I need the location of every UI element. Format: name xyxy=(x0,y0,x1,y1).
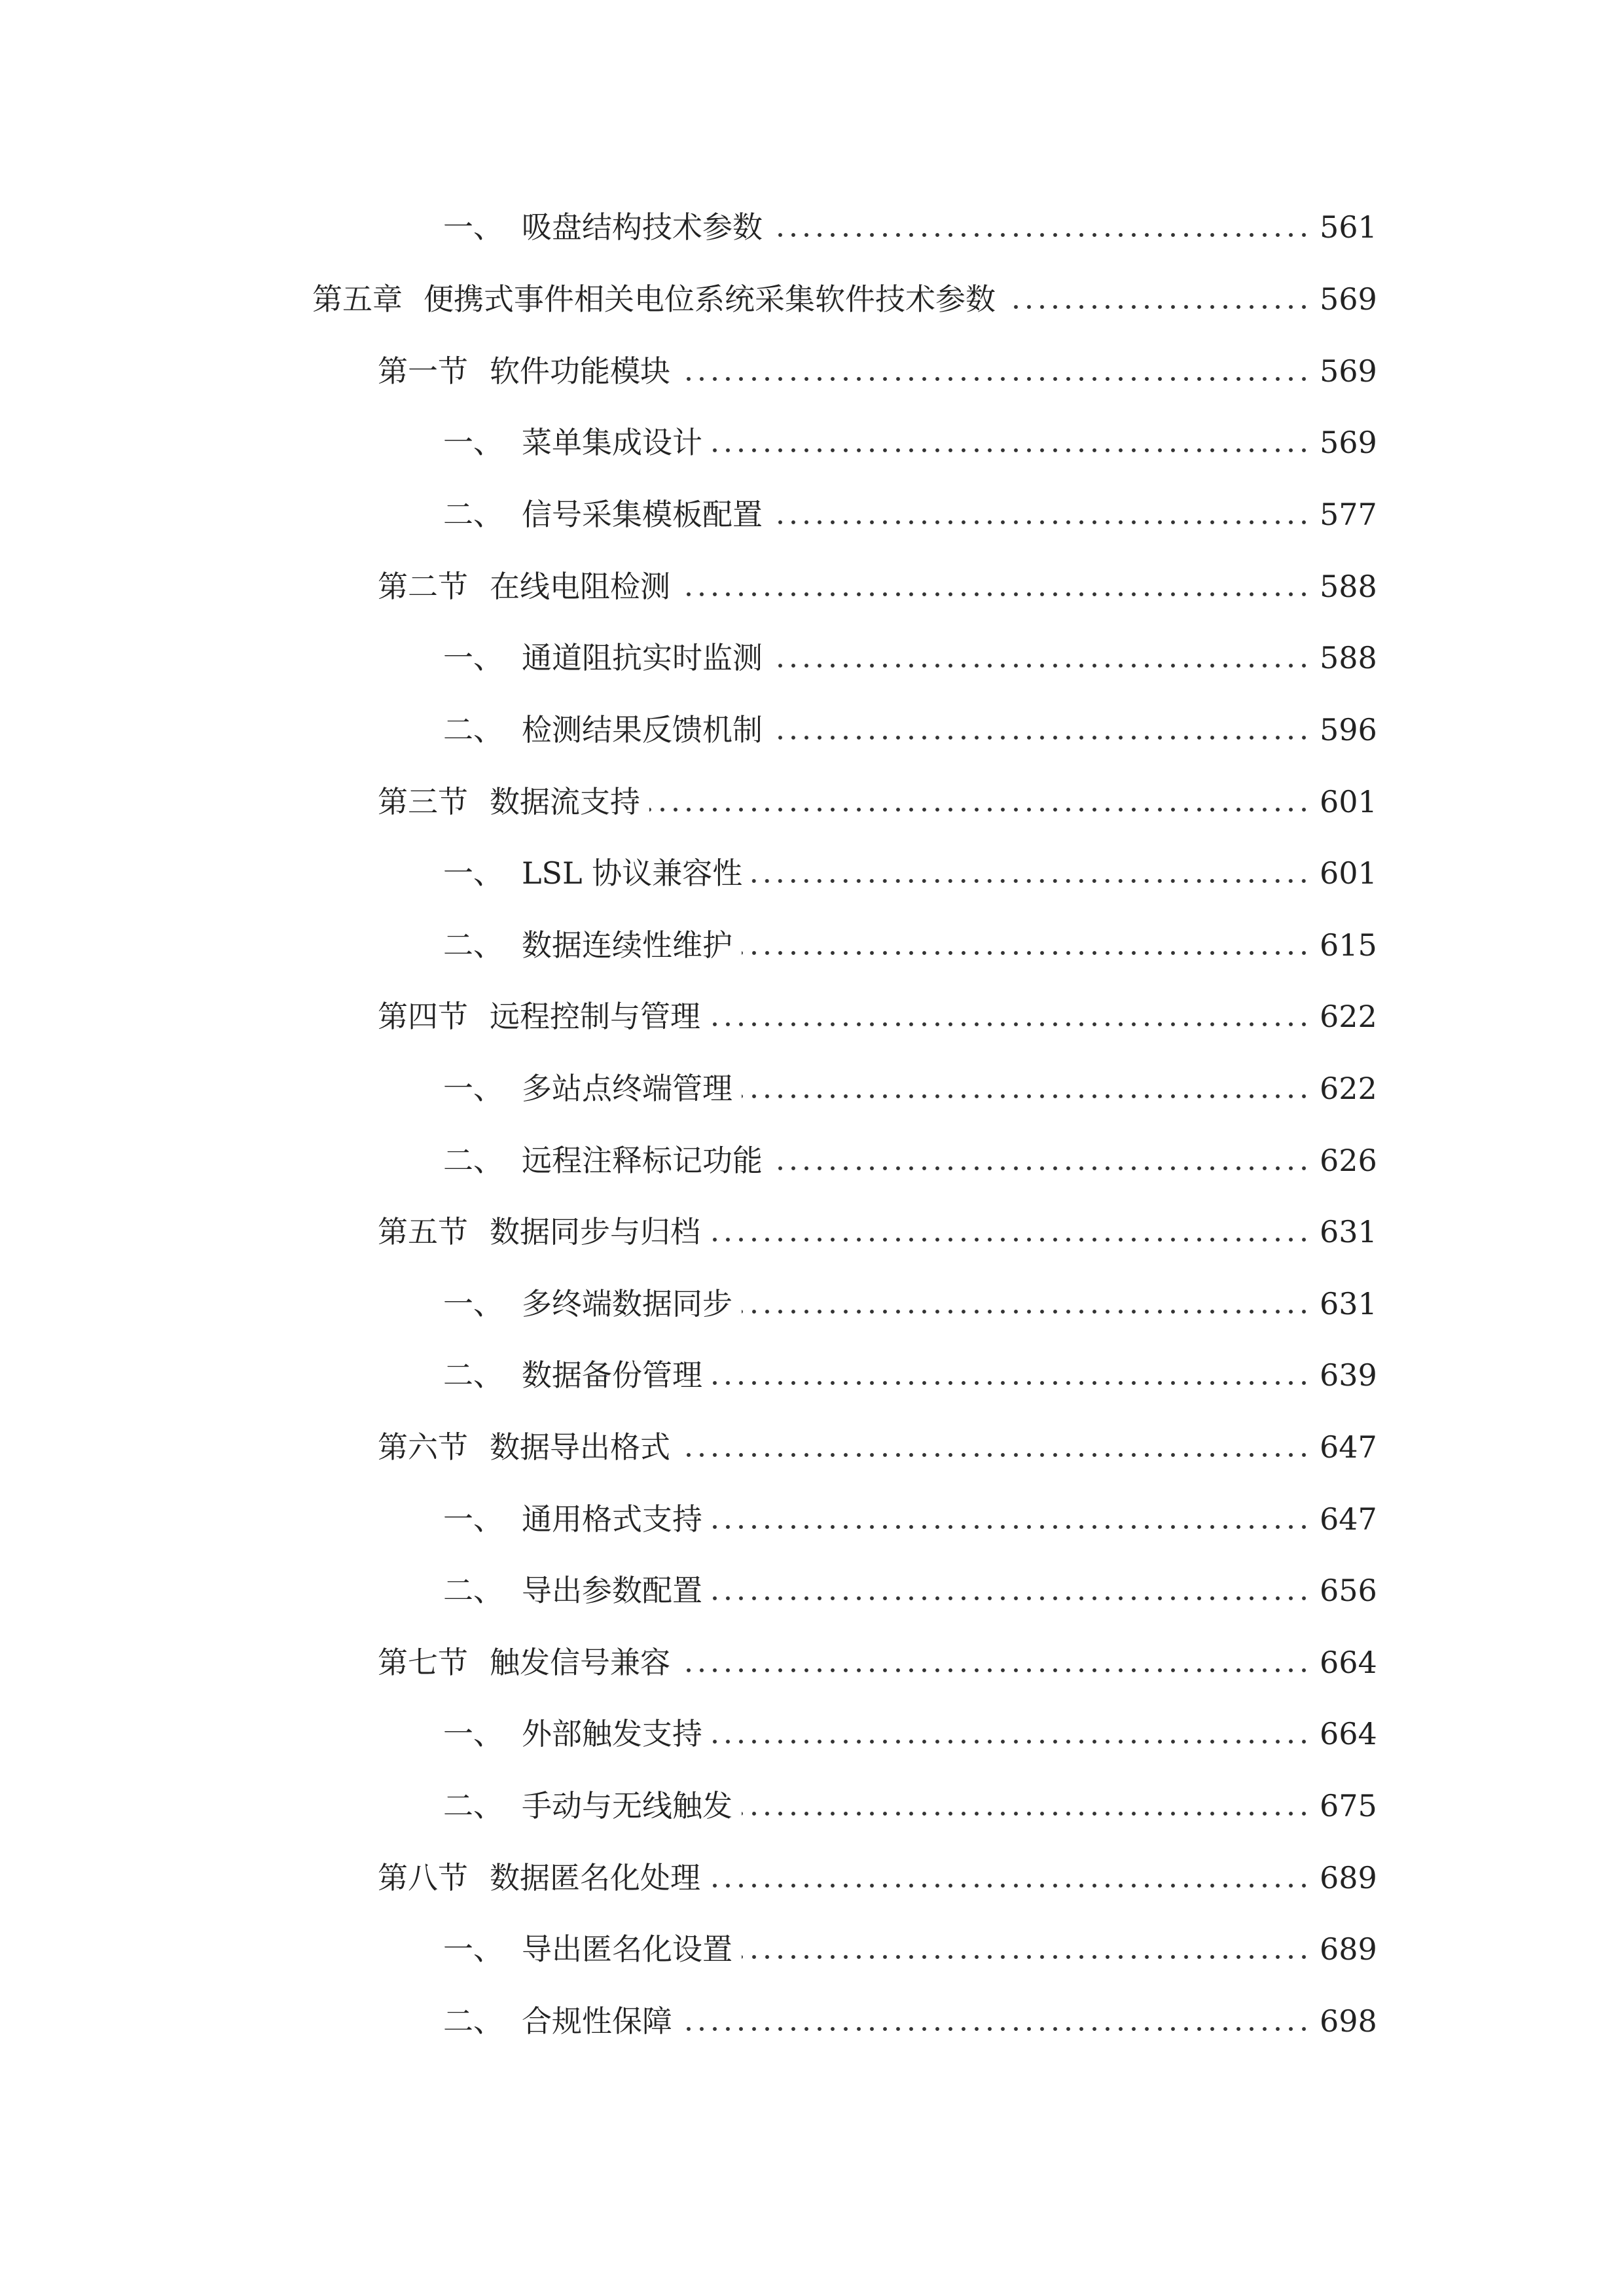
dot-leader xyxy=(772,734,1310,741)
entry-number: 二、 xyxy=(443,497,503,532)
entry-page-number: 615 xyxy=(1320,927,1377,963)
entry-title: 手动与无线触发 xyxy=(522,1788,732,1823)
dot-leader xyxy=(742,1810,1310,1817)
entry-title: 数据匿名化处理 xyxy=(490,1860,700,1895)
entry-number: 一、 xyxy=(443,1716,503,1751)
entry-number: 第四节 xyxy=(378,999,468,1034)
toc-entry[interactable] xyxy=(443,1051,1377,1106)
entry-title: 检测结果反馈机制 xyxy=(522,712,763,747)
dot-leader xyxy=(772,1165,1310,1172)
entry-page-number: 569 xyxy=(1320,353,1377,389)
dot-leader xyxy=(712,1738,1310,1745)
toc-entry[interactable] xyxy=(312,262,1377,317)
toc-entry[interactable] xyxy=(443,1482,1377,1537)
entry-page-number: 626 xyxy=(1320,1143,1377,1178)
entry-page-number: 588 xyxy=(1320,640,1377,675)
dot-leader xyxy=(772,519,1310,526)
toc-entry[interactable] xyxy=(378,1194,1377,1249)
entry-page-number: 689 xyxy=(1320,1860,1377,1895)
entry-page-number: 569 xyxy=(1320,281,1377,317)
toc-entry[interactable] xyxy=(443,405,1377,460)
entry-title: 信号采集模板配置 xyxy=(522,497,763,532)
dot-leader xyxy=(751,878,1310,884)
entry-page-number: 622 xyxy=(1320,1071,1377,1106)
toc-entry[interactable] xyxy=(443,1912,1377,1967)
dot-leader xyxy=(649,806,1310,813)
entry-title: 多终端数据同步 xyxy=(522,1286,732,1321)
entry-number: 第六节 xyxy=(378,1429,468,1465)
toc-entry[interactable] xyxy=(443,1266,1377,1321)
dot-leader xyxy=(710,1882,1310,1889)
entry-title: 远程注释标记功能 xyxy=(522,1143,763,1178)
entry-page-number: 631 xyxy=(1320,1214,1377,1249)
dot-leader xyxy=(710,1021,1310,1028)
entry-title: 数据导出格式 xyxy=(490,1429,670,1465)
dot-leader xyxy=(679,591,1310,598)
entry-page-number: 664 xyxy=(1320,1645,1377,1680)
toc-entry[interactable] xyxy=(443,190,1377,245)
dot-leader xyxy=(772,662,1310,669)
entry-page-number: 647 xyxy=(1320,1429,1377,1465)
toc-entry[interactable] xyxy=(443,1123,1377,1178)
toc-entry[interactable] xyxy=(378,549,1377,604)
entry-number: 二、 xyxy=(443,1573,503,1608)
entry-page-number: 601 xyxy=(1320,784,1377,819)
entry-title: 数据流支持 xyxy=(490,784,640,819)
entry-number: 第七节 xyxy=(378,1645,468,1680)
toc-entry[interactable] xyxy=(443,1553,1377,1608)
dot-leader xyxy=(1005,304,1310,310)
entry-page-number: 569 xyxy=(1320,425,1377,460)
entry-page-number: 656 xyxy=(1320,1573,1377,1608)
entry-number: 二、 xyxy=(443,712,503,747)
entry-page-number: 577 xyxy=(1320,497,1377,532)
toc-entry[interactable] xyxy=(443,1768,1377,1823)
dot-leader xyxy=(681,2026,1310,2032)
entry-page-number: 561 xyxy=(1320,209,1377,245)
entry-number: 二、 xyxy=(443,1143,503,1178)
toc-entry[interactable] xyxy=(443,620,1377,675)
entry-page-number: 588 xyxy=(1320,569,1377,604)
entry-title: 通用格式支持 xyxy=(522,1501,702,1537)
toc-entry[interactable] xyxy=(443,1696,1377,1751)
entry-number: 一、 xyxy=(443,209,503,245)
entry-title: 外部触发支持 xyxy=(522,1716,702,1751)
dot-leader xyxy=(742,1308,1310,1315)
entry-number: 一、 xyxy=(443,1286,503,1321)
toc-entry[interactable] xyxy=(378,334,1377,389)
entry-number: 第五章 xyxy=(312,281,403,317)
entry-number: 一、 xyxy=(443,855,503,891)
entry-page-number: 639 xyxy=(1320,1357,1377,1393)
toc-entry[interactable] xyxy=(378,1410,1377,1465)
toc-entry[interactable] xyxy=(443,836,1377,891)
entry-page-number: 698 xyxy=(1320,2003,1377,2039)
entry-title: 导出参数配置 xyxy=(522,1573,702,1608)
entry-number: 第二节 xyxy=(378,569,468,604)
entry-number: 一、 xyxy=(443,640,503,675)
entry-page-number: 675 xyxy=(1320,1788,1377,1823)
entry-title: 数据连续性维护 xyxy=(522,927,732,963)
entry-title: 吸盘结构技术参数 xyxy=(522,209,763,245)
entry-title: 导出匿名化设置 xyxy=(522,1931,732,1967)
entry-title: 触发信号兼容 xyxy=(490,1645,670,1680)
entry-number: 二、 xyxy=(443,1357,503,1393)
entry-page-number: 631 xyxy=(1320,1286,1377,1321)
dot-leader xyxy=(712,447,1310,454)
dot-leader xyxy=(742,1954,1310,1960)
entry-title: 远程控制与管理 xyxy=(490,999,700,1034)
entry-title: 多站点终端管理 xyxy=(522,1071,732,1106)
dot-leader xyxy=(772,232,1310,238)
entry-title: 数据同步与归档 xyxy=(490,1214,700,1249)
entry-number: 二、 xyxy=(443,1788,503,1823)
toc-entry[interactable] xyxy=(443,1338,1377,1393)
entry-number: 第五节 xyxy=(378,1214,468,1249)
toc-entry[interactable] xyxy=(378,764,1377,819)
toc-entry[interactable] xyxy=(443,692,1377,747)
toc-entry[interactable] xyxy=(443,1984,1377,2039)
entry-number: 一、 xyxy=(443,1931,503,1967)
entry-title: 数据备份管理 xyxy=(522,1357,702,1393)
dot-leader xyxy=(679,376,1310,382)
entry-title: 在线电阻检测 xyxy=(490,569,670,604)
entry-number: 一、 xyxy=(443,425,503,460)
entry-number: 一、 xyxy=(443,1501,503,1537)
toc-entry[interactable] xyxy=(378,1840,1377,1895)
dot-leader xyxy=(710,1236,1310,1243)
dot-leader xyxy=(742,1093,1310,1100)
entry-title: 便携式事件相关电位系统采集软件技术参数 xyxy=(424,281,996,317)
entry-page-number: 601 xyxy=(1320,855,1377,891)
toc-entry[interactable] xyxy=(378,979,1377,1034)
dot-leader xyxy=(679,1452,1310,1458)
entry-page-number: 596 xyxy=(1320,712,1377,747)
dot-leader xyxy=(712,1380,1310,1386)
entry-title: 软件功能模块 xyxy=(490,353,670,389)
dot-leader xyxy=(712,1524,1310,1530)
entry-number: 二、 xyxy=(443,927,503,963)
toc-entry[interactable] xyxy=(443,477,1377,532)
dot-leader xyxy=(712,1595,1310,1602)
entry-page-number: 647 xyxy=(1320,1501,1377,1537)
entry-number: 二、 xyxy=(443,2003,503,2039)
entry-page-number: 664 xyxy=(1320,1716,1377,1751)
entry-title: 合规性保障 xyxy=(522,2003,672,2039)
entry-number: 第八节 xyxy=(378,1860,468,1895)
entry-number: 第三节 xyxy=(378,784,468,819)
toc-entry[interactable] xyxy=(378,1625,1377,1680)
entry-title: 通道阻抗实时监测 xyxy=(522,640,763,675)
toc-entry[interactable] xyxy=(443,908,1377,963)
dot-leader xyxy=(679,1667,1310,1674)
entry-title: 菜单集成设计 xyxy=(522,425,702,460)
entry-page-number: 689 xyxy=(1320,1931,1377,1967)
dot-leader xyxy=(742,950,1310,956)
entry-number: 一、 xyxy=(443,1071,503,1106)
entry-title: LSL 协议兼容性 xyxy=(522,855,743,891)
entry-number: 第一节 xyxy=(378,353,468,389)
entry-page-number: 622 xyxy=(1320,999,1377,1034)
